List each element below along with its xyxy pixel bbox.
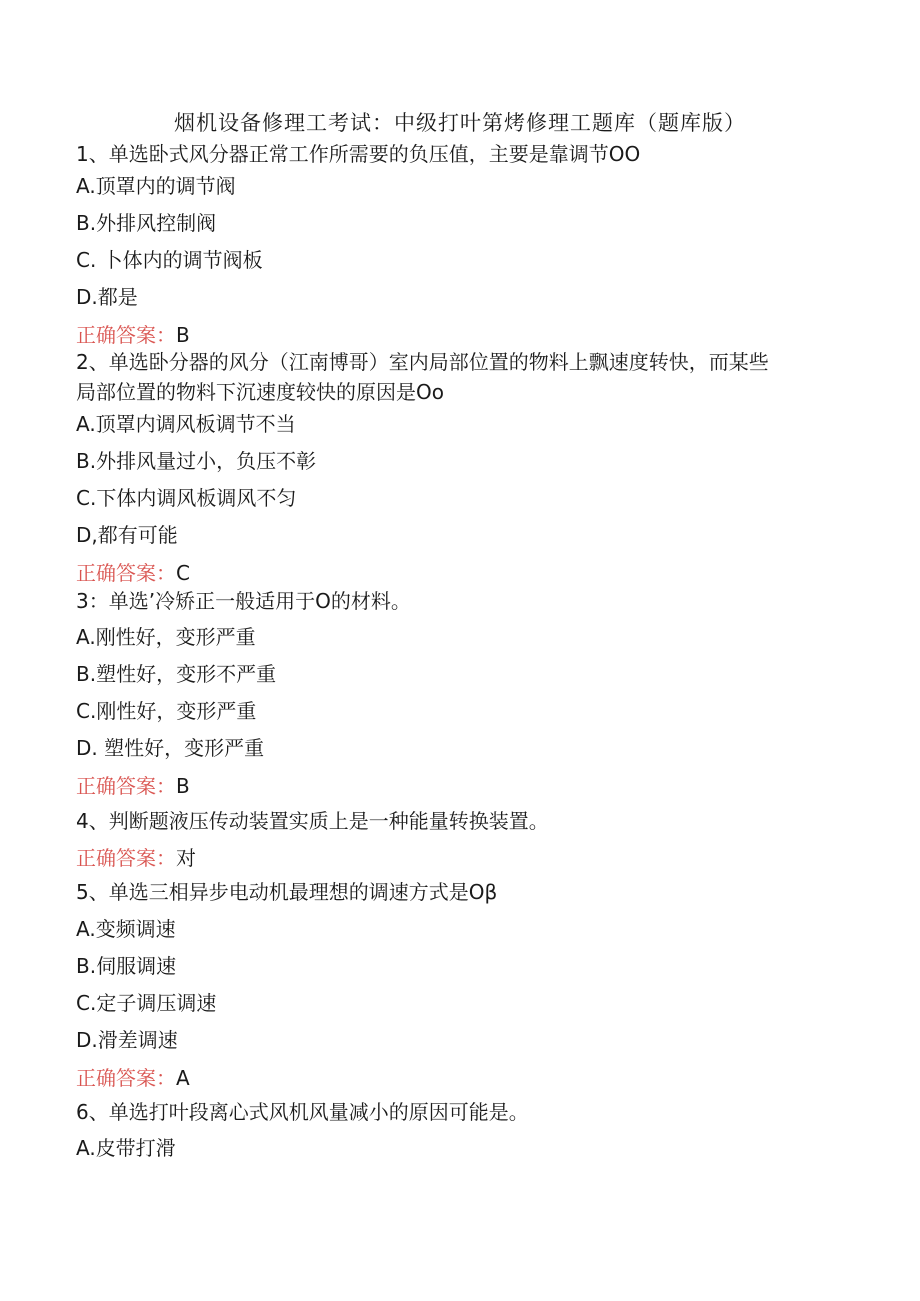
- answer-label: 正确答案：: [76, 846, 176, 870]
- answer-label: 正确答案：: [76, 1066, 176, 1090]
- question-5-option-a: A.变频调速: [76, 917, 176, 941]
- question-6-stem: 6、单选打叶段离心式风机风量减小的原因可能是。: [76, 1100, 529, 1124]
- question-5-answer: [76, 1063, 856, 1093]
- question-2-stem-line-2: 局部位置的物料下沉速度较快的原因是Oo: [76, 380, 444, 404]
- question-5-stem: 5、单选三相异步电动机最理想的调速方式是Oβ: [76, 880, 498, 904]
- question-3-stem: 3：单选’冷矫正一般适用于O的材料。: [76, 589, 411, 613]
- question-1-option-b: B.外排风控制阀: [76, 211, 217, 235]
- question-2-option-b: B.外排风量过小，负压不彰: [76, 449, 317, 473]
- answer-label: 正确答案：: [76, 774, 176, 798]
- question-5-option-c: C.定子调压调速: [76, 991, 217, 1015]
- question-2-option-d: D,都有可能: [76, 523, 178, 547]
- answer-value: A: [176, 1066, 190, 1090]
- question-3-answer: [76, 771, 856, 801]
- question-6-option-a: A.皮带打滑: [76, 1136, 176, 1160]
- question-1-option-c: C. 卜体内的调节阀板: [76, 248, 263, 272]
- question-1-answer: [76, 320, 856, 350]
- question-3-option-b: B.塑性好，变形不严重: [76, 662, 277, 686]
- question-5-option-d: D.滑差调速: [76, 1028, 178, 1052]
- question-1-stem: 1、单选卧式风分器正常工作所需要的负压值，主要是靠调节OO: [76, 142, 641, 166]
- question-2-stem-line-1: 2、单选卧分器的风分（江南博哥）室内局部位置的物料上飘速度转快，而某些: [76, 350, 769, 374]
- question-5-option-b: B.伺服调速: [76, 954, 177, 978]
- question-2-answer: [76, 558, 856, 588]
- answer-value: C: [176, 561, 190, 585]
- answer-value: B: [176, 323, 190, 347]
- answer-value: 对: [176, 846, 196, 870]
- question-1-option-d: D.都是: [76, 285, 138, 309]
- question-2-option-c: C.下体内调风板调风不匀: [76, 486, 297, 510]
- question-4-answer: [76, 843, 856, 873]
- answer-label: 正确答案：: [76, 323, 176, 347]
- question-3-option-c: C.刚性好，变形严重: [76, 699, 257, 723]
- question-1-option-a: A.顶罩内的调节阀: [76, 174, 236, 198]
- answer-value: B: [176, 774, 190, 798]
- question-2-option-a: A.顶罩内调风板调节不当: [76, 412, 296, 436]
- document-title: 烟机设备修理工考试：中级打叶第烤修理工题库（题库版）: [174, 111, 746, 135]
- question-3-option-d: D. 塑性好，变形严重: [76, 736, 265, 760]
- question-3-option-a: A.刚性好，变形严重: [76, 625, 256, 649]
- answer-label: 正确答案：: [76, 561, 176, 585]
- question-4-stem: 4、判断题液压传动装置实质上是一种能量转换装置。: [76, 809, 549, 833]
